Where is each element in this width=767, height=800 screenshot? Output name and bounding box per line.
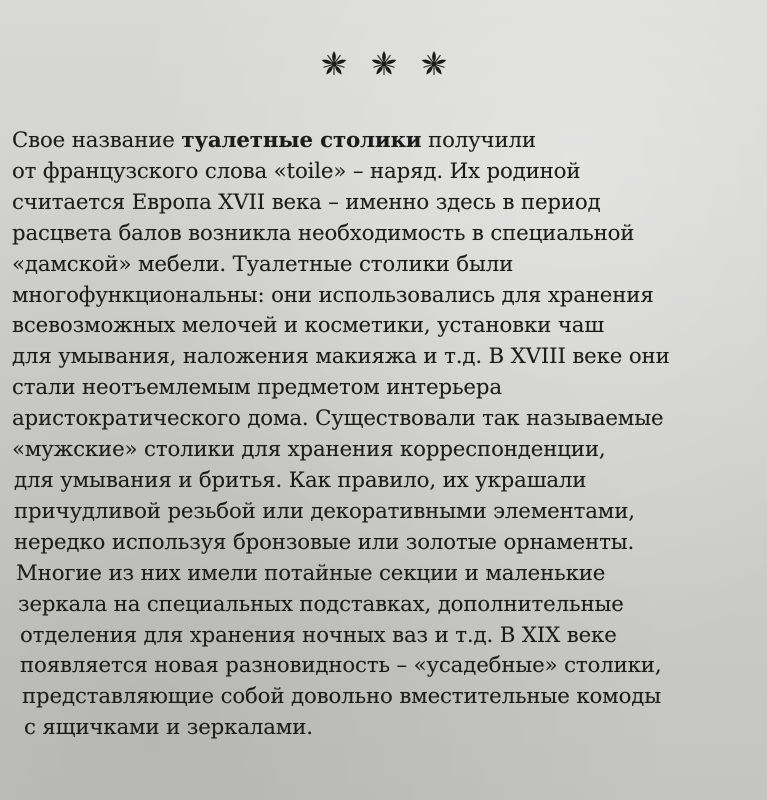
body-paragraph [12, 126, 752, 744]
paragraph-line: нередко используя бронзовые или золотые орнаменты. [14, 529, 635, 555]
paragraph-line: аристократического дома. Существовали так называемые [12, 406, 664, 432]
line-text-tail: получили [421, 128, 536, 153]
paragraph-line: для умывания и бритья. Как правило, их украшали [14, 467, 587, 493]
paragraph-line: с ящичками и зеркалами. [24, 715, 313, 741]
paragraph-line: многофункциональны: они использовались для хранения [12, 282, 654, 308]
section-divider-ornament [0, 50, 767, 78]
paragraph-line: всевозможных мелочей и косметики, установки чаш [12, 313, 604, 339]
paragraph-line: для умывания, наложения макияжа и т.д. В XVIII веке они [12, 344, 670, 370]
paragraph-line: отделения для хранения ночных ваз и т.д. В XIX веке [20, 622, 617, 648]
paragraph-line: «мужские» столики для хранения корреспонденции, [12, 437, 606, 463]
paragraph-line [12, 126, 752, 157]
asterisk-flower-icon [320, 50, 348, 78]
paragraph-line: считается Европа XVII века – именно здесь в период [12, 189, 601, 215]
paragraph-line: представляющие собой довольно вместительные комоды [22, 684, 661, 710]
paragraph-line: стали неотъемлемым предметом интерьера [12, 375, 502, 401]
paragraph-line: «дамской» мебели. Туалетные столики были [12, 251, 514, 277]
paragraph-line: от французского слова «toile» – наряд. Их родиной [12, 158, 581, 184]
asterisk-flower-icon [370, 50, 398, 78]
paragraph-line: причудливой резьбой или декоративными элементами, [14, 498, 635, 524]
asterisk-flower-icon [420, 50, 448, 78]
paragraph-line: появляется новая разновидность – «усадебные» столики, [20, 653, 662, 679]
bold-term: туалетные столики [181, 128, 422, 153]
paragraph-line: зеркала на специальных подставках, дополнительные [18, 591, 624, 617]
line-text-lead: Свое название [12, 128, 182, 153]
paragraph-line: Многие из них имели потайные секции и маленькие [16, 560, 606, 586]
paragraph-line: расцвета балов возникла необходимость в специальной [12, 220, 635, 246]
